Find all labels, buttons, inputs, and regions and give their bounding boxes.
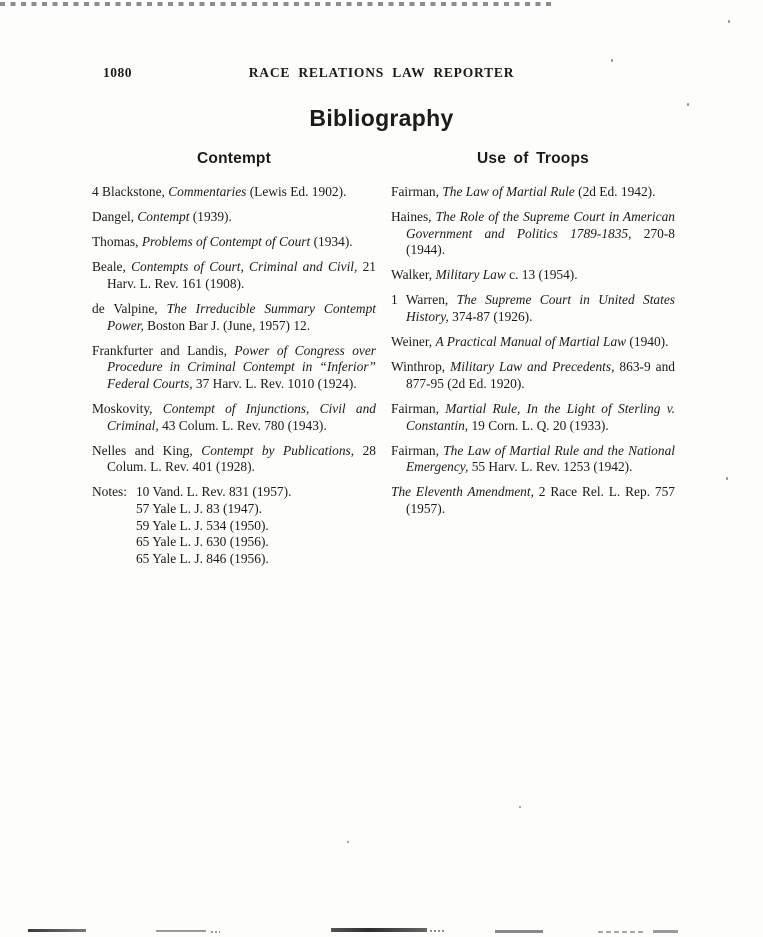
scan-speck: [687, 103, 689, 106]
scan-artifact-mark: [653, 930, 678, 933]
bibliography-entry: Fairman, Martial Rule, In the Light of Sterling v. Constantin, 19 Corn. L. Q. 20 (1933).: [391, 400, 675, 433]
column-contempt: [92, 150, 376, 567]
bibliography-entry: Nelles and King, Contempt by Publications, 28 Colum. L. Rev. 401 (1928).: [92, 442, 376, 475]
notes-items: [136, 484, 376, 567]
bibliography-columns: [92, 150, 675, 567]
scan-speck: [347, 841, 349, 843]
scan-artifact-top-dotted-line: [0, 2, 554, 6]
scan-artifact-mark: [156, 930, 206, 932]
column-heading-use-of-troops: Use of Troops: [477, 150, 589, 167]
note-item: 65 Yale L. J. 630 (1956).: [135, 534, 269, 550]
note-item: 65 Yale L. J. 846 (1956).: [135, 550, 269, 566]
bibliography-entry: Weiner, A Practical Manual of Martial Law (1940).: [391, 334, 669, 350]
page-number: 1080: [103, 65, 132, 80]
bibliography-entry: Beale, Contempts of Court, Criminal and Civil, 21 Harv. L. Rev. 161 (1908).: [92, 259, 376, 291]
bibliography-entry: Frankfurter and Landis, Power of Congress over Procedure in Criminal Contempt in “Inferior” Federal Courts, 37 Harv. L. Rev. 1010 (1924).: [92, 342, 376, 391]
scan-artifact-mark: [430, 930, 446, 932]
bibliography-entry: Moskovity, Contempt of Injunctions, Civil and Criminal, 43 Colum. L. Rev. 780 (1943).: [92, 400, 376, 433]
scan-speck: [726, 477, 728, 480]
scan-artifact-mark: [495, 930, 543, 933]
bibliography-entry: The Eleventh Amendment, 2 Race Rel. L. Rep. 757 (1957).: [391, 484, 675, 516]
bibliography-entry: de Valpine, The Irreducible Summary Contempt Power, Boston Bar J. (June, 1957) 12.: [92, 300, 376, 333]
bibliography-entry: 4 Blackstone, Commentaries (Lewis Ed. 1902).: [92, 184, 347, 199]
bibliography-entry: Haines, The Role of the Supreme Court in American Government and Politics 1789-1835, 270-8 (1944).: [391, 209, 675, 258]
scan-artifact-mark: [331, 928, 427, 932]
bibliography-entry: Fairman, The Law of Martial Rule (2d Ed. 1942).: [391, 184, 656, 199]
note-item: 59 Yale L. J. 534 (1950).: [135, 517, 269, 533]
scan-speck: [611, 59, 613, 62]
notes-block: [92, 484, 376, 567]
scan-artifact-mark: [28, 929, 86, 932]
note-item: 10 Vand. L. Rev. 831 (1957).: [135, 484, 292, 500]
note-item: 57 Yale L. J. 83 (1947).: [135, 500, 263, 516]
bibliography-entry: Thomas, Problems of Contempt of Court (1934).: [92, 234, 353, 250]
scan-artifact-mark: [598, 931, 644, 933]
running-header: RACE RELATIONS LAW REPORTER: [248, 65, 515, 80]
column-heading-contempt: Contempt: [197, 150, 271, 167]
bibliography-entry: 1 Warren, The Supreme Court in United States History, 374-87 (1926).: [391, 292, 676, 325]
bibliography-entry: Dangel, Contempt (1939).: [92, 209, 232, 225]
bibliography-entry: Winthrop, Military Law and Precedents, 863-9 and 877-95 (2d Ed. 1920).: [391, 359, 675, 391]
scan-speck: [728, 20, 730, 23]
scan-speck: [519, 806, 521, 808]
scan-artifact-mark: [211, 931, 220, 933]
entry-list: [92, 184, 376, 476]
column-use-of-troops: [391, 150, 675, 567]
bibliography-entry: Fairman, The Law of Martial Rule and the National Emergency, 55 Harv. L. Rev. 1253 (1942).: [391, 442, 675, 475]
notes-label: Notes:: [92, 484, 127, 500]
entry-list: [391, 184, 675, 518]
page-title: Bibliography: [309, 105, 454, 131]
bibliography-entry: Walker, Military Law c. 13 (1954).: [391, 267, 578, 283]
